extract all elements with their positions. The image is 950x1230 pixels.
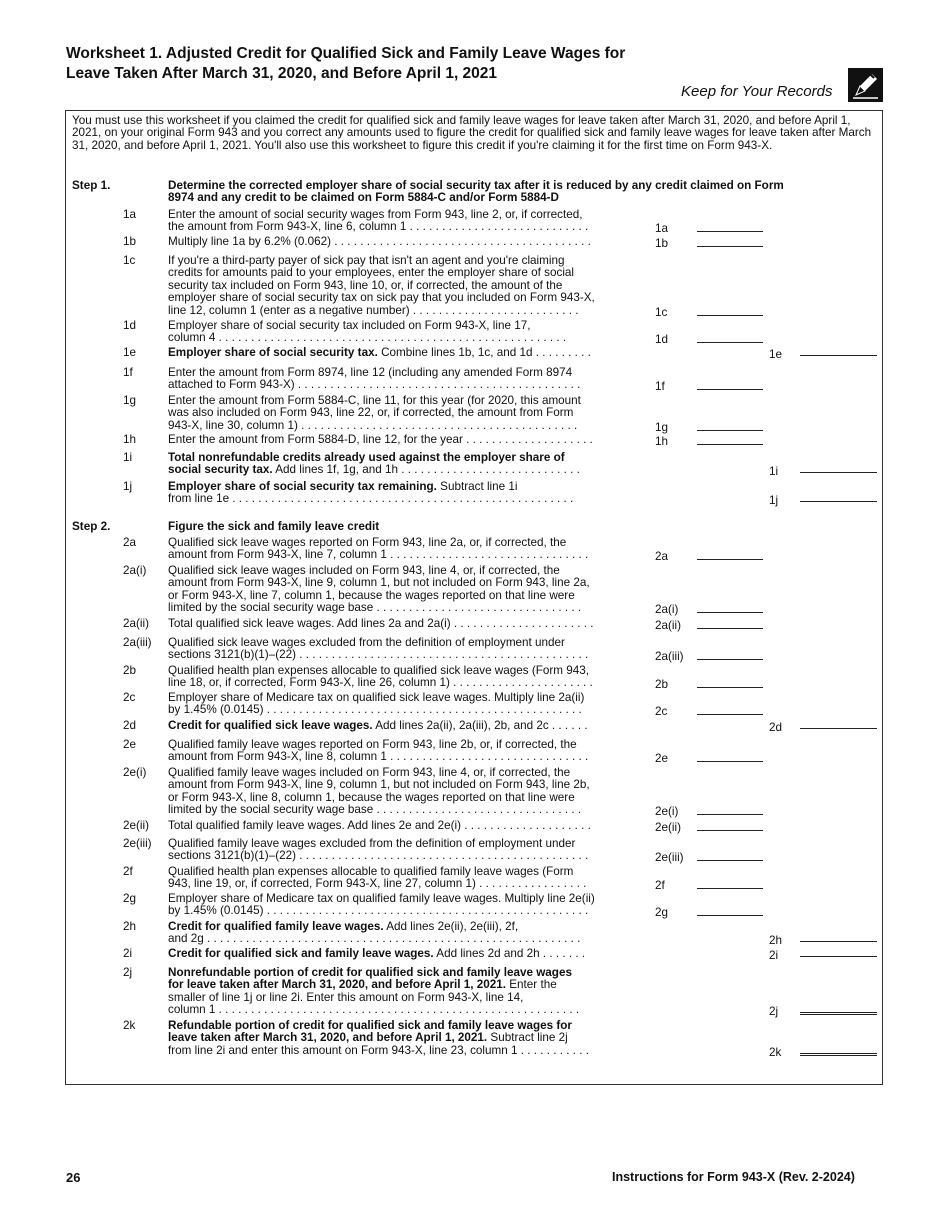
line-text-1c: employer share of social security tax on sick pay that you included on Form 943-X, <box>168 291 595 305</box>
line-text-2k: Refundable portion of credit for qualified sick and family leave wages for <box>168 1019 572 1032</box>
entry-field-2i <box>800 956 877 957</box>
line-ref-1f: 1f <box>655 380 665 394</box>
line-number-2e: 2e <box>123 738 137 751</box>
line-text-2e-ii: Total qualified family leave wages. Add lines 2e and 2e(i) . . . . . . . . . . . . . . . . . . . . <box>168 819 591 832</box>
line-ref-1h: 1h <box>655 435 669 448</box>
entry-field-2a-ii <box>697 628 763 629</box>
line-ref-2d: 2d <box>769 721 783 734</box>
line-text-2e-i: amount from Form 943-X, line 9, column 1, but not included on Form 943, line 2b, <box>168 778 590 792</box>
line-ref-2a: 2a <box>655 550 669 564</box>
line-number-2c: 2c <box>123 691 136 704</box>
entry-field-1a <box>697 231 763 232</box>
step2-heading: Figure the sick and family leave credit <box>168 520 380 533</box>
line-ref-2c: 2c <box>655 705 668 719</box>
entry-field-2e-i <box>697 814 763 815</box>
line-text-2g: by 1.45% (0.0145) . . . . . . . . . . . . . . . . . . . . . . . . . . . . . . . . . . . . . . . . . . . . . . . . . . <box>168 904 589 918</box>
line-text-2e-iii: Qualified family leave wages excluded from the definition of employment under <box>168 837 576 850</box>
line-text-1f: attached to Form 943-X) . . . . . . . . . . . . . . . . . . . . . . . . . . . . . . . . . . . . . . . . . . . . <box>168 378 581 392</box>
line-text-1g: was also included on Form 943, line 22, or, if corrected, the amount from Form <box>168 406 574 420</box>
line-number-2a-i: 2a(i) <box>123 564 147 577</box>
line-text-1c: If you're a third-party payer of sick pay that isn't an agent and you're claiming <box>168 254 565 267</box>
line-text-2a-ii: Total qualified sick leave wages. Add lines 2a and 2a(i) . . . . . . . . . . . . . . . . . . . . . . <box>168 617 594 630</box>
line-text-2f: 943, line 19, or, if corrected, Form 943-X, line 27, column 1) . . . . . . . . . . . . . . . . . <box>168 877 587 891</box>
line-ref-1i: 1i <box>769 465 779 479</box>
line-text-2e: Qualified family leave wages reported on Form 943, line 2b, or, if corrected, the <box>168 738 577 751</box>
line-text-2a-i: limited by the social security wage base . . . . . . . . . . . . . . . . . . . . . . . . . . . . . . . . <box>168 601 582 615</box>
line-text-1i: Total nonrefundable credits already used against the employer share of <box>168 451 565 464</box>
line-ref-1j: 1j <box>769 494 779 508</box>
entry-field-1f <box>697 389 763 390</box>
line-number-1g: 1g <box>123 394 137 407</box>
line-number-1h: 1h <box>123 433 137 446</box>
worksheet-title: Worksheet 1. Adjusted Credit for Qualified Sick and Family Leave Wages for Leave Taken After March 31, 2020, and Before April 1, 2021 <box>66 45 626 82</box>
line-ref-1g: 1g <box>655 420 669 434</box>
line-number-1e: 1e <box>123 346 137 359</box>
line-number-1j: 1j <box>123 480 133 493</box>
line-text-2a-iii: sections 3121(b)(1)–(22) . . . . . . . . . . . . . . . . . . . . . . . . . . . . . . . . . . . . . . . . . . . . . <box>168 648 589 662</box>
line-text-1d: column 4 . . . . . . . . . . . . . . . . . . . . . . . . . . . . . . . . . . . . . . . . . . . . . . . . . . . . . . <box>168 331 567 345</box>
entry-field-2e-ii <box>697 830 763 831</box>
line-number-2g: 2g <box>123 892 137 905</box>
line-text-2c: by 1.45% (0.0145) . . . . . . . . . . . . . . . . . . . . . . . . . . . . . . . . . . . . . . . . . . . . . . . . . <box>168 703 582 717</box>
line-number-2a: 2a <box>123 536 137 549</box>
line-text-2e: amount from Form 943-X, line 8, column 1 . . . . . . . . . . . . . . . . . . . . . . . . . . . . . . . <box>168 750 589 764</box>
entry-field-2a <box>697 559 763 560</box>
line-number-1b: 1b <box>123 235 137 248</box>
entry-field-2e-iii <box>697 860 763 861</box>
step1-heading: Determine the corrected employer share of social security tax after it is reduced by any credit claimed on Form <box>168 179 784 192</box>
line-text-2h: and 2g . . . . . . . . . . . . . . . . . . . . . . . . . . . . . . . . . . . . . . . . . . . . . . . . . . . . . . . . . . <box>168 932 581 946</box>
line-number-1a: 1a <box>123 208 137 221</box>
line-ref-2g: 2g <box>655 906 669 920</box>
line-text-2e-i: or Form 943-X, line 8, column 1, because the wages reported on that line were <box>168 790 575 804</box>
line-text-1c: security tax included on Form 943, line 10, or, if corrected, the amount of the <box>168 278 563 292</box>
entry-field-2b <box>697 687 763 688</box>
line-ref-1c: 1c <box>655 305 668 319</box>
line-text-1d: Employer share of social security tax included on Form 943-X, line 17, <box>168 319 531 332</box>
line-text-2e-i: Qualified family leave wages included on Form 943, line 4, or, if corrected, the <box>168 766 571 779</box>
line-number-2k: 2k <box>123 1019 136 1032</box>
line-number-1i: 1i <box>123 451 133 464</box>
form-footer: Instructions for Form 943-X (Rev. 2-2024) <box>612 1170 855 1184</box>
step1-heading-2: 8974 and any credit to be claimed on Form 5884-C and/or Form 5884-D <box>168 191 560 204</box>
line-number-2f: 2f <box>123 865 133 878</box>
entry-field-1i <box>800 472 877 473</box>
entry-field-1d <box>697 342 763 343</box>
line-number-2e-iii: 2e(iii) <box>123 837 152 850</box>
keep-for-records: Keep for Your Records <box>681 83 833 100</box>
line-text-1j: from line 1e . . . . . . . . . . . . . . . . . . . . . . . . . . . . . . . . . . . . . . . . . . . . . . . . . . . . . <box>168 492 574 506</box>
entry-field-1b <box>697 246 763 247</box>
line-text-2a: amount from Form 943-X, line 7, column 1 . . . . . . . . . . . . . . . . . . . . . . . . . . . . . . . <box>168 548 589 562</box>
line-text-2j: smaller of line 1j or line 2i. Enter this amount on Form 943-X, line 14, <box>168 990 524 1004</box>
step2-label: Step 2. <box>72 520 111 533</box>
line-number-1f: 1f <box>123 366 133 379</box>
line-text-2i: Credit for qualified sick and family leave wages. Add lines 2d and 2h . . . . . . . <box>168 947 586 960</box>
line-ref-2a-iii: 2a(iii) <box>655 650 684 664</box>
line-ref-2k: 2k <box>769 1045 782 1059</box>
entry-field-1h <box>697 444 763 445</box>
line-ref-1a: 1a <box>655 222 669 236</box>
line-text-1c: credits for amounts paid to your employees, enter the employer share of social <box>168 266 575 280</box>
line-ref-2e-ii: 2e(ii) <box>655 821 681 834</box>
line-ref-1e: 1e <box>769 348 783 361</box>
line-text-2j: column 1 . . . . . . . . . . . . . . . . . . . . . . . . . . . . . . . . . . . . . . . . . . . . . . . . . . . . . . . . <box>168 1003 580 1017</box>
line-text-2a-i: Qualified sick leave wages included on Form 943, line 4, or, if corrected, the <box>168 564 560 577</box>
pencil-icon <box>848 68 883 102</box>
line-text-2f: Qualified health plan expenses allocable to qualified family leave wages (Form <box>168 865 574 878</box>
line-text-2a-i: amount from Form 943-X, line 9, column 1, but not included on Form 943, line 2a, <box>168 576 590 590</box>
line-ref-1b: 1b <box>655 237 669 250</box>
entry-field-2e <box>697 761 763 762</box>
line-text-2b: line 18, or, if corrected, Form 943-X, line 26, column 1) . . . . . . . . . . . . . . . . . . . . . . <box>168 676 593 690</box>
entry-field-2g <box>697 915 763 916</box>
line-text-1e: Employer share of social security tax. Combine lines 1b, 1c, and 1d . . . . . . . . . <box>168 346 591 359</box>
line-text-2a: Qualified sick leave wages reported on Form 943, line 2a, or, if corrected, the <box>168 536 567 549</box>
worksheet-intro: You must use this worksheet if you claimed the credit for qualified sick and family leave wages for leave taken after March 31, 2020, and before April 1, 2021, on your original Form 943 and you correct any amounts used to figure the credit for qualified sick and family leave wages for leave taken after March 31, 2020, and before April 1, 2021. You'll also use this worksheet to figure this credit if you're claiming it for the first time on Form 943-X. <box>72 114 872 152</box>
line-ref-2j: 2j <box>769 1005 779 1019</box>
line-number-2b: 2b <box>123 664 137 677</box>
line-text-1j: Employer share of social security tax remaining. Subtract line 1i <box>168 480 518 493</box>
line-text-1c: line 12, column 1 (enter as a negative number) . . . . . . . . . . . . . . . . . . . . . . . . . . <box>168 303 579 317</box>
line-text-1a: the amount from Form 943-X, line 6, column 1 . . . . . . . . . . . . . . . . . . . . . . . . . . . . <box>168 220 589 234</box>
line-number-2d: 2d <box>123 719 137 732</box>
line-number-2i: 2i <box>123 947 133 960</box>
entry-field-2d <box>800 728 877 729</box>
line-number-2e-ii: 2e(ii) <box>123 819 149 832</box>
line-text-1i: social security tax. Add lines 1f, 1g, and 1h . . . . . . . . . . . . . . . . . . . . . . . . . . . . <box>168 463 580 477</box>
line-number-2j: 2j <box>123 966 133 979</box>
line-ref-2a-i: 2a(i) <box>655 603 679 617</box>
line-number-1d: 1d <box>123 319 137 332</box>
line-text-1h: Enter the amount from Form 5884-D, line 12, for the year . . . . . . . . . . . . . . . . . . . . <box>168 433 593 446</box>
entry-field-1g <box>697 430 763 431</box>
line-ref-2h: 2h <box>769 934 783 948</box>
entry-field-2k <box>800 1053 877 1056</box>
line-text-2c: Employer share of Medicare tax on qualified sick leave wages. Multiply line 2a(ii) <box>168 691 585 704</box>
line-text-2j: for leave taken after March 31, 2020, and before April 1, 2021. Enter the <box>168 978 557 992</box>
line-text-2k: leave taken after March 31, 2020, and before April 1, 2021. Subtract line 2j <box>168 1031 568 1045</box>
line-number-2h: 2h <box>123 920 137 933</box>
line-text-2g: Employer share of Medicare tax on qualified family leave wages. Multiply line 2e(ii) <box>168 892 595 905</box>
line-text-2a-i: or Form 943-X, line 7, column 1, because the wages reported on that line were <box>168 588 575 602</box>
line-text-1b: Multiply line 1a by 6.2% (0.062) . . . . . . . . . . . . . . . . . . . . . . . . . . . . . . . . . . . . . . . . <box>168 235 591 248</box>
step1-label: Step 1. <box>72 179 111 192</box>
line-text-1f: Enter the amount from Form 8974, line 12 (including any amended Form 8974 <box>168 366 573 379</box>
line-number-2a-ii: 2a(ii) <box>123 617 149 630</box>
line-text-1g: Enter the amount from Form 5884-C, line 11, for this year (for 2020, this amount <box>168 394 581 407</box>
line-number-2e-i: 2e(i) <box>123 766 147 779</box>
entry-field-2a-i <box>697 612 763 613</box>
line-text-2a-iii: Qualified sick leave wages excluded from the definition of employment under <box>168 636 565 649</box>
line-text-1g: 943-X, line 30, column 1) . . . . . . . . . . . . . . . . . . . . . . . . . . . . . . . . . . . . . . . . . . . <box>168 418 578 432</box>
page-number: 26 <box>66 1170 81 1185</box>
line-ref-2b: 2b <box>655 678 669 692</box>
line-ref-2a-ii: 2a(ii) <box>655 619 681 632</box>
entry-field-2a-iii <box>697 659 763 660</box>
entry-field-1c <box>697 315 763 316</box>
line-text-2h: Credit for qualified family leave wages. Add lines 2e(ii), 2e(iii), 2f, <box>168 920 519 933</box>
line-ref-2e-i: 2e(i) <box>655 805 679 819</box>
line-text-2e-iii: sections 3121(b)(1)–(22) . . . . . . . . . . . . . . . . . . . . . . . . . . . . . . . . . . . . . . . . . . . . . <box>168 849 589 863</box>
line-text-2e-i: limited by the social security wage base . . . . . . . . . . . . . . . . . . . . . . . . . . . . . . . . <box>168 803 582 817</box>
entry-field-2h <box>800 941 877 942</box>
line-ref-2e-iii: 2e(iii) <box>655 851 684 865</box>
line-ref-2f: 2f <box>655 879 665 893</box>
entry-field-1e <box>800 355 877 356</box>
entry-field-2j <box>800 1012 877 1015</box>
line-text-2d: Credit for qualified sick leave wages. Add lines 2a(ii), 2a(iii), 2b, and 2c . . . . . . <box>168 719 588 732</box>
entry-field-1j <box>800 501 877 502</box>
line-text-2j: Nonrefundable portion of credit for qualified sick and family leave wages <box>168 966 572 979</box>
entry-field-2f <box>697 888 763 889</box>
line-number-2a-iii: 2a(iii) <box>123 636 152 649</box>
line-number-1c: 1c <box>123 254 136 267</box>
line-text-2b: Qualified health plan expenses allocable to qualified sick leave wages (Form 943, <box>168 664 589 677</box>
entry-field-2c <box>697 714 763 715</box>
line-ref-2i: 2i <box>769 949 779 962</box>
line-ref-2e: 2e <box>655 752 669 766</box>
line-text-2k: from line 2i and enter this amount on Form 943-X, line 23, column 1 . . . . . . . . . . . <box>168 1043 589 1057</box>
line-text-1a: Enter the amount of social security wages from Form 943, line 2, or, if corrected, <box>168 208 583 221</box>
line-ref-1d: 1d <box>655 333 669 347</box>
